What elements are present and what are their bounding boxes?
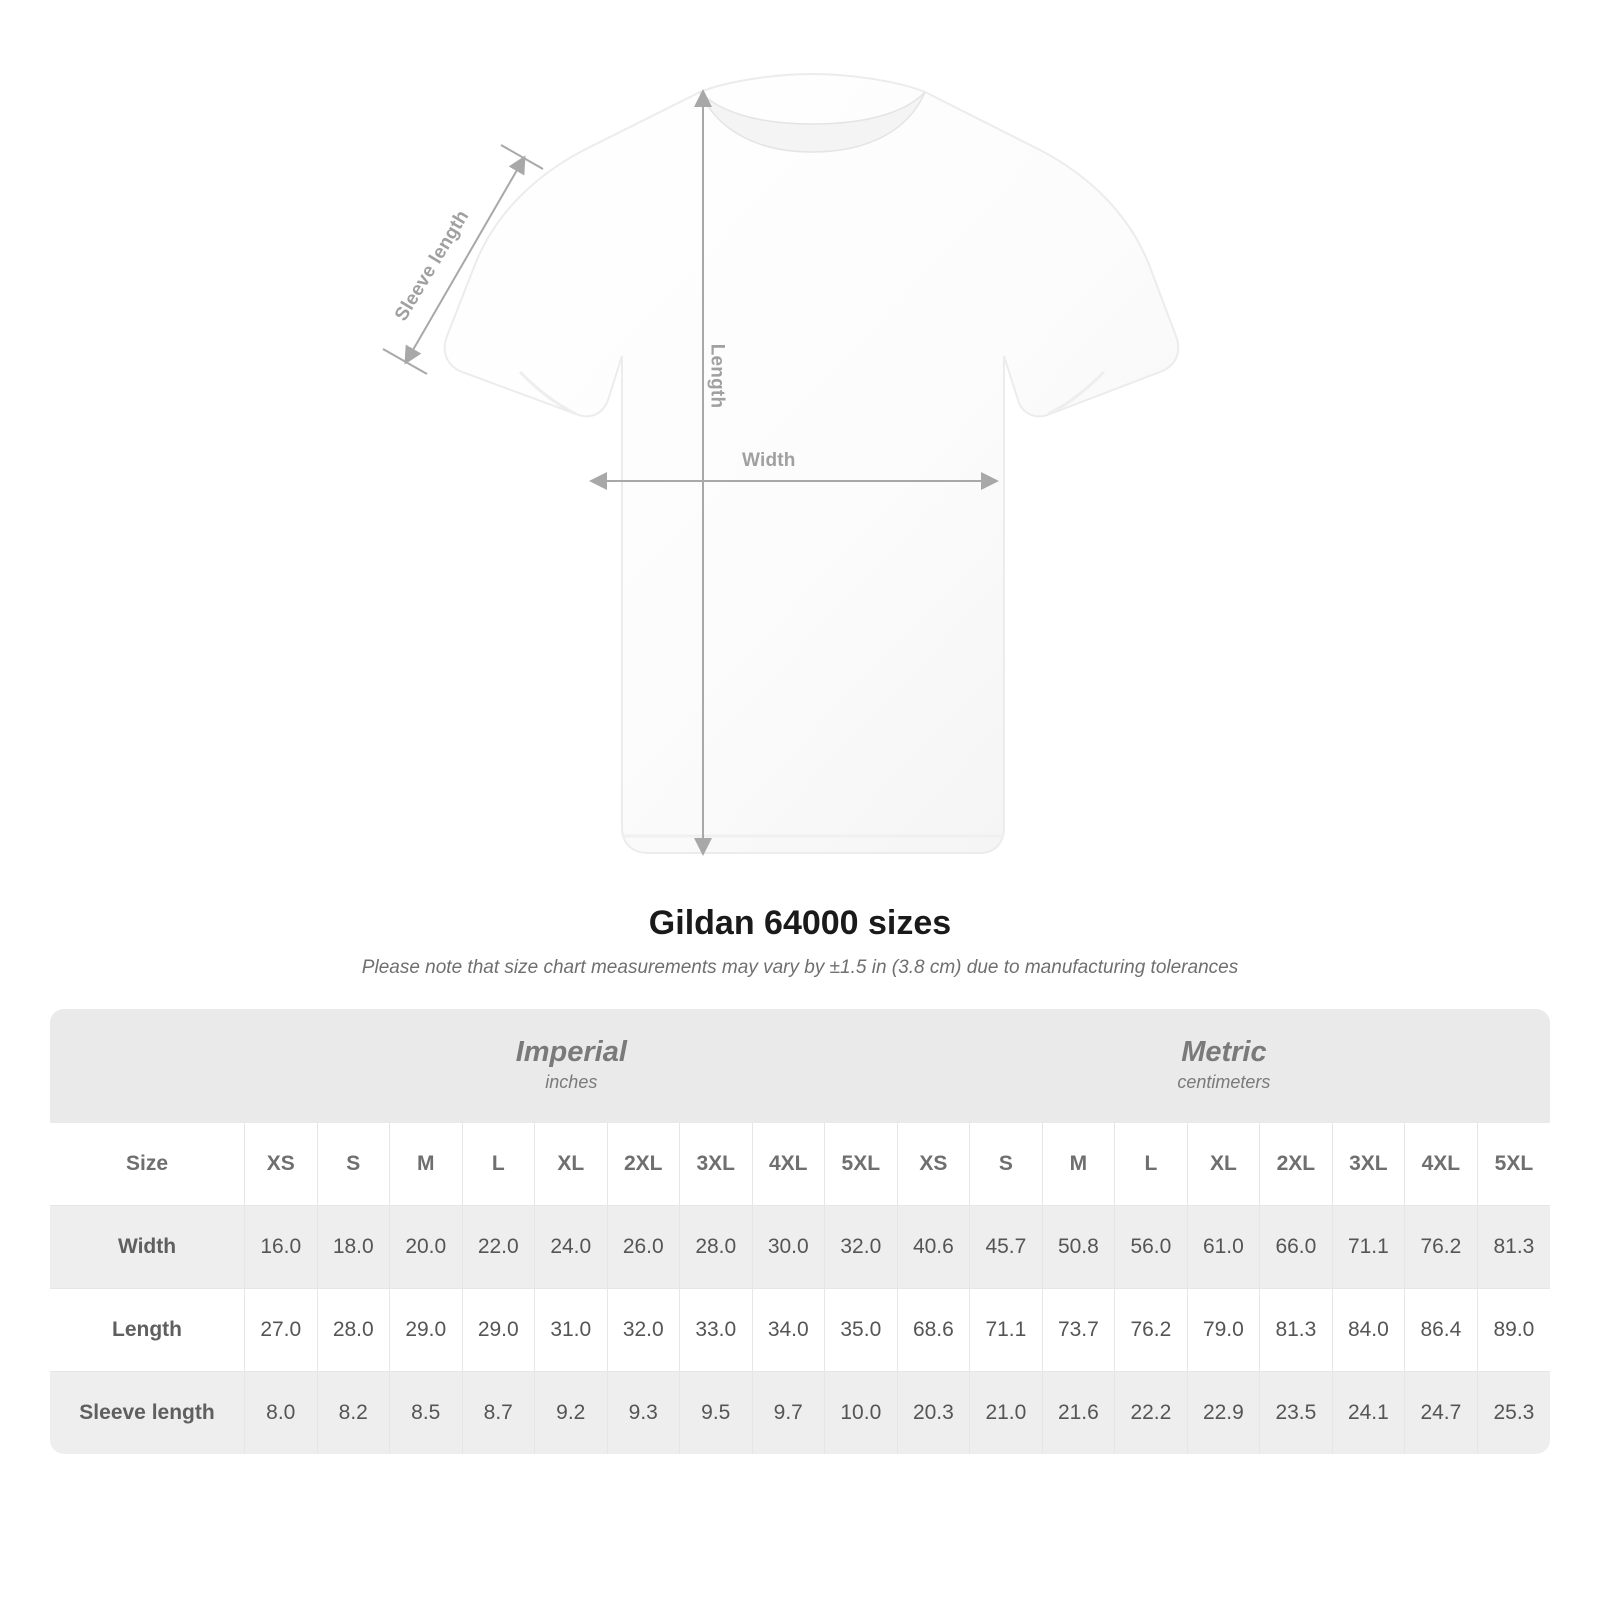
cell-width-1: 18.0 <box>318 1205 391 1288</box>
col-header-imperial-3xl: 3XL <box>680 1123 753 1205</box>
cell-width-6: 28.0 <box>680 1205 753 1288</box>
col-header-metric-m: M <box>1043 1123 1116 1205</box>
cell-width-13: 61.0 <box>1188 1205 1261 1288</box>
cell-sleeve-13: 22.9 <box>1188 1371 1261 1454</box>
cell-sleeve-0: 8.0 <box>245 1371 318 1454</box>
cell-sleeve-6: 9.5 <box>680 1371 753 1454</box>
cell-width-4: 24.0 <box>535 1205 608 1288</box>
cell-length-14: 81.3 <box>1260 1288 1333 1371</box>
length-label: Length <box>706 343 728 409</box>
col-header-metric-5xl: 5XL <box>1478 1123 1551 1205</box>
cell-width-16: 76.2 <box>1405 1205 1478 1288</box>
size-header-row <box>50 1123 1550 1205</box>
row-label-length: Length <box>50 1288 245 1371</box>
col-header-metric-l: L <box>1115 1123 1188 1205</box>
table-row <box>50 1205 1550 1288</box>
unit-group-metric-name: Metric <box>1181 1035 1267 1068</box>
cell-sleeve-2: 8.5 <box>390 1371 463 1454</box>
cell-width-7: 30.0 <box>753 1205 826 1288</box>
cell-length-12: 76.2 <box>1115 1288 1188 1371</box>
unit-group-metric <box>898 1009 1551 1123</box>
corner-cell-left <box>50 1009 245 1123</box>
cell-length-7: 34.0 <box>753 1288 826 1371</box>
unit-group-metric-sub: centimeters <box>1177 1072 1271 1093</box>
row-label-width: Width <box>50 1205 245 1288</box>
row-label-sleeve-length: Sleeve length <box>50 1371 245 1454</box>
cell-length-9: 68.6 <box>898 1288 971 1371</box>
sleeve-length-label: Sleeve length <box>390 206 474 325</box>
col-header-imperial-l: L <box>463 1123 536 1205</box>
width-label: Width <box>742 450 796 471</box>
cell-width-10: 45.7 <box>970 1205 1043 1288</box>
col-header-metric-xl: XL <box>1188 1123 1261 1205</box>
col-header-imperial-2xl: 2XL <box>608 1123 681 1205</box>
col-header-metric-4xl: 4XL <box>1405 1123 1478 1205</box>
unit-group-imperial-sub: inches <box>545 1072 598 1093</box>
cell-sleeve-3: 8.7 <box>463 1371 536 1454</box>
col-header-metric-s: S <box>970 1123 1043 1205</box>
cell-length-0: 27.0 <box>245 1288 318 1371</box>
cell-width-11: 50.8 <box>1043 1205 1116 1288</box>
cell-width-14: 66.0 <box>1260 1205 1333 1288</box>
cell-width-17: 81.3 <box>1478 1205 1551 1288</box>
cell-sleeve-16: 24.7 <box>1405 1371 1478 1454</box>
cell-width-3: 22.0 <box>463 1205 536 1288</box>
cell-sleeve-5: 9.3 <box>608 1371 681 1454</box>
col-header-metric-3xl: 3XL <box>1333 1123 1406 1205</box>
chart-heading <box>0 904 1600 979</box>
cell-sleeve-4: 9.2 <box>535 1371 608 1454</box>
cell-length-11: 73.7 <box>1043 1288 1116 1371</box>
cell-length-6: 33.0 <box>680 1288 753 1371</box>
table-row <box>50 1288 1550 1371</box>
cell-length-2: 29.0 <box>390 1288 463 1371</box>
col-header-metric-xs: XS <box>898 1123 971 1205</box>
cell-width-8: 32.0 <box>825 1205 898 1288</box>
col-header-metric-2xl: 2XL <box>1260 1123 1333 1205</box>
unit-group-imperial <box>245 1009 898 1123</box>
table-row <box>50 1371 1550 1454</box>
cell-sleeve-11: 21.6 <box>1043 1371 1116 1454</box>
unit-group-imperial-name: Imperial <box>515 1035 627 1068</box>
cell-length-16: 86.4 <box>1405 1288 1478 1371</box>
cell-sleeve-12: 22.2 <box>1115 1371 1188 1454</box>
cell-sleeve-7: 9.7 <box>753 1371 826 1454</box>
cell-length-17: 89.0 <box>1478 1288 1551 1371</box>
col-header-imperial-m: M <box>390 1123 463 1205</box>
unit-group-row <box>50 1009 1550 1123</box>
col-header-imperial-xs: XS <box>245 1123 318 1205</box>
cell-sleeve-14: 23.5 <box>1260 1371 1333 1454</box>
cell-width-12: 56.0 <box>1115 1205 1188 1288</box>
cell-width-0: 16.0 <box>245 1205 318 1288</box>
cell-length-1: 28.0 <box>318 1288 391 1371</box>
cell-length-10: 71.1 <box>970 1288 1043 1371</box>
header-size-label: Size <box>50 1123 245 1205</box>
cell-sleeve-9: 20.3 <box>898 1371 971 1454</box>
cell-sleeve-1: 8.2 <box>318 1371 391 1454</box>
cell-length-15: 84.0 <box>1333 1288 1406 1371</box>
cell-width-5: 26.0 <box>608 1205 681 1288</box>
size-chart-table <box>50 1009 1550 1454</box>
cell-width-2: 20.0 <box>390 1205 463 1288</box>
cell-width-15: 71.1 <box>1333 1205 1406 1288</box>
cell-sleeve-8: 10.0 <box>825 1371 898 1454</box>
size-chart-table-wrapper <box>50 1009 1550 1454</box>
cell-sleeve-15: 24.1 <box>1333 1371 1406 1454</box>
cell-sleeve-10: 21.0 <box>970 1371 1043 1454</box>
tolerance-note: Please note that size chart measurements may vary by ±1.5 in (3.8 cm) due to manufacturing tolerances <box>361 957 1239 978</box>
tshirt-body <box>445 74 1179 853</box>
cell-length-3: 29.0 <box>463 1288 536 1371</box>
cell-length-13: 79.0 <box>1188 1288 1261 1371</box>
cell-length-8: 35.0 <box>825 1288 898 1371</box>
col-header-imperial-4xl: 4XL <box>753 1123 826 1205</box>
col-header-imperial-s: S <box>318 1123 391 1205</box>
cell-width-9: 40.6 <box>898 1205 971 1288</box>
cell-length-5: 32.0 <box>608 1288 681 1371</box>
col-header-imperial-5xl: 5XL <box>825 1123 898 1205</box>
page-title: Gildan 64000 sizes <box>648 904 952 942</box>
cell-length-4: 31.0 <box>535 1288 608 1371</box>
col-header-imperial-xl: XL <box>535 1123 608 1205</box>
cell-sleeve-17: 25.3 <box>1478 1371 1551 1454</box>
